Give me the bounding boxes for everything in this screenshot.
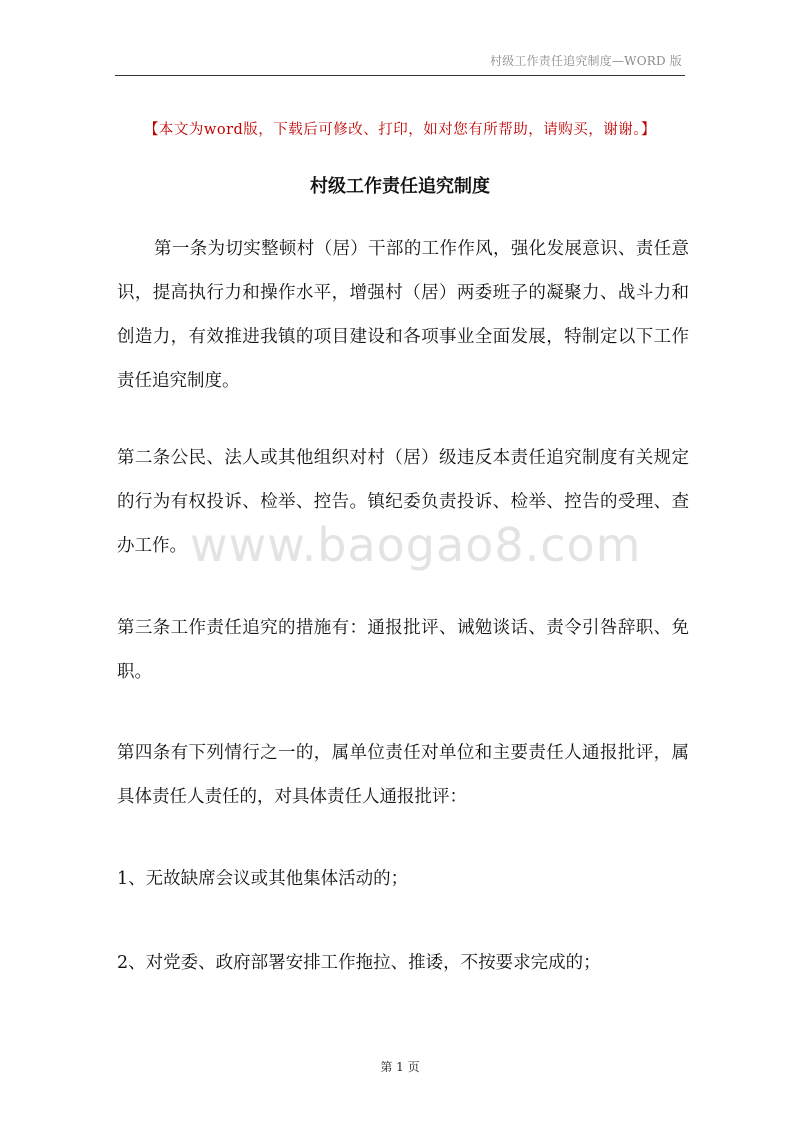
article-4-paragraph: 第四条有下列情行之一的，属单位责任对单位和主要责任人通报批评，属具体责任人责任的，对具体责任人通报批评： (117, 743, 689, 807)
list-item-1: 1、无故缺席会议或其他集体活动的； (117, 869, 409, 889)
running-header: 村级工作责任追究制度—WORD 版 (489, 54, 682, 68)
article-2-paragraph: 第二条公民、法人或其他组织对村（居）级违反本责任追究制度有关规定的行为有权投诉、检举、控告。镇纪委负责投诉、检举、控告的受理、查办工作。 (117, 448, 689, 556)
watermark: www.baogao8.com (190, 518, 642, 572)
article-3-paragraph: 第三条工作责任追究的措施有：通报批评、诫勉谈话、责令引咎辞职、免职。 (117, 618, 689, 682)
document-title: 村级工作责任追究制度 (310, 176, 490, 197)
download-notice: 【本文为word版，下载后可修改、打印，如对您有所帮助，请购买，谢谢。】 (143, 122, 657, 138)
header-divider (115, 75, 685, 76)
list-item-2: 2、对党委、政府部署安排工作拖拉、推诿，不按要求完成的； (117, 953, 601, 973)
article-1-paragraph: 第一条为切实整顿村（居）干部的工作作风，强化发展意识、责任意识，提高执行力和操作水平，增强村（居）两委班子的凝聚力、战斗力和创造力，有效推进我镇的项目建设和各项事业全面发展，特制定以下工作责任追究制度。 (117, 239, 689, 391)
page-number: 第 1 页 (380, 1060, 420, 1074)
